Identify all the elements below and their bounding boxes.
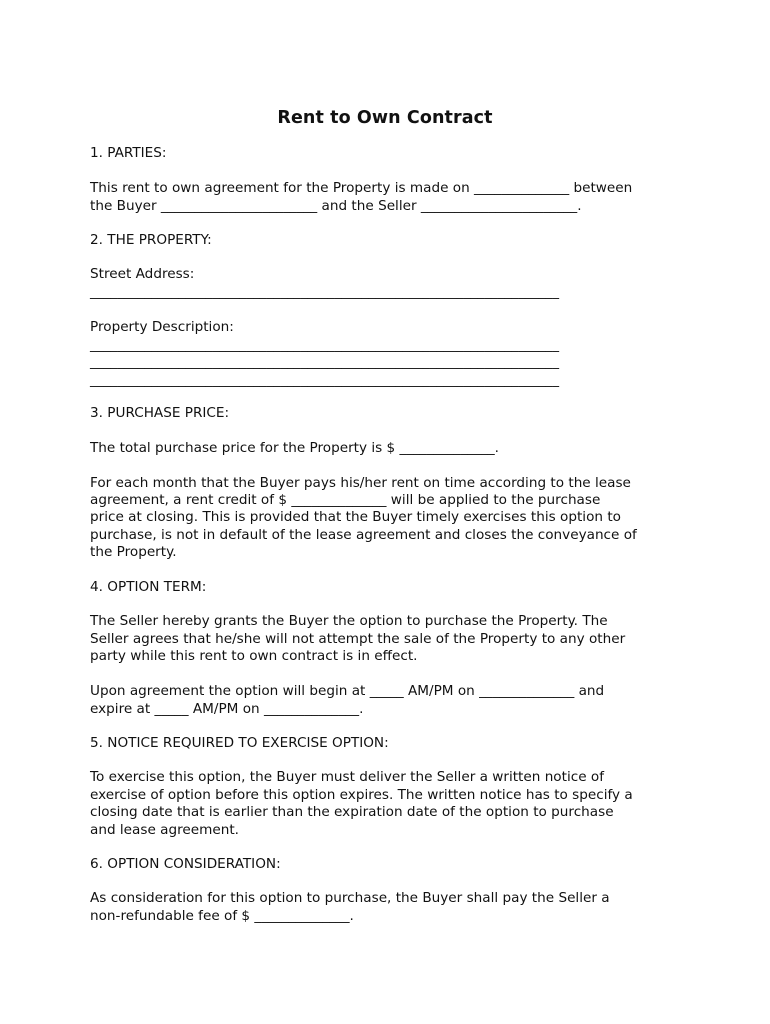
section-heading-parties: 1. PARTIES: — [90, 145, 167, 161]
rent-credit-text-line-4: purchase, is not in default of the lease agreement and closes the conveyance of — [90, 527, 637, 543]
street-address-label: Street Address: — [90, 266, 195, 282]
property-description-blank-line-1: _____________________________________________________________________ — [90, 337, 559, 353]
notice-text-line-3: closing date that is earlier than the expiration date of the option to purchase — [90, 804, 614, 820]
parties-text-line-1: This rent to own agreement for the Property is made on ______________ between — [90, 180, 633, 196]
option-period-text-line-1: Upon agreement the option will begin at _____ AM/PM on ______________ and — [90, 683, 605, 699]
property-description-blank-line-3: _____________________________________________________________________ — [90, 372, 559, 388]
parties-text-line-2: the Buyer _______________________ and the Seller _______________________. — [90, 198, 582, 214]
notice-text-line-4: and lease agreement. — [90, 822, 239, 838]
consideration-text-line-1: As consideration for this option to purchase, the Buyer shall pay the Seller a — [90, 890, 610, 906]
section-heading-option-term: 4. OPTION TERM: — [90, 579, 207, 595]
street-address-blank-line: _____________________________________________________________________ — [90, 284, 559, 300]
section-heading-option-consideration: 6. OPTION CONSIDERATION: — [90, 856, 281, 872]
option-term-text-line-3: party while this rent to own contract is in effect. — [90, 648, 418, 664]
purchase-price-text-line: The total purchase price for the Property is $ ______________. — [90, 440, 499, 456]
rent-credit-text-line-3: price at closing. This is provided that the Buyer timely exercises this option to — [90, 509, 621, 525]
rent-credit-text-line-1: For each month that the Buyer pays his/her rent on time according to the lease — [90, 475, 631, 491]
option-period-text-line-2: expire at _____ AM/PM on ______________. — [90, 701, 364, 717]
option-term-text-line-1: The Seller hereby grants the Buyer the option to purchase the Property. The — [90, 613, 608, 629]
section-heading-notice: 5. NOTICE REQUIRED TO EXERCISE OPTION: — [90, 735, 389, 751]
property-description-label: Property Description: — [90, 319, 234, 335]
document-title: Rent to Own Contract — [277, 108, 493, 128]
notice-text-line-2: exercise of option before this option expires. The written notice has to specify a — [90, 787, 633, 803]
rent-credit-text-line-2: agreement, a rent credit of $ ______________ will be applied to the purchase — [90, 492, 601, 508]
section-heading-property: 2. THE PROPERTY: — [90, 232, 212, 248]
property-description-blank-line-2: _____________________________________________________________________ — [90, 354, 559, 370]
section-heading-purchase-price: 3. PURCHASE PRICE: — [90, 405, 230, 421]
notice-text-line-1: To exercise this option, the Buyer must deliver the Seller a written notice of — [90, 769, 604, 785]
option-term-text-line-2: Seller agrees that he/she will not attempt the sale of the Property to any other — [90, 631, 626, 647]
consideration-text-line-2: non-refundable fee of $ ______________. — [90, 908, 354, 924]
rent-credit-text-line-5: the Property. — [90, 544, 177, 560]
